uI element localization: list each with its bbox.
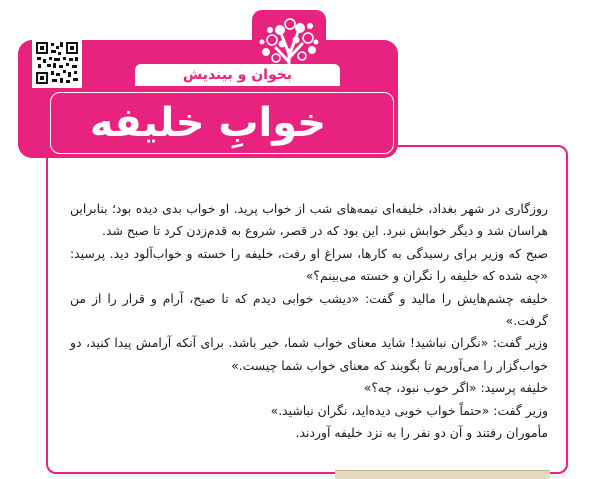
story-paragraph: صبح که وزیر برای رسیدگی به کارها، سراغ او رفت، خلیفه را خسته و خواب‌آلود دید. پرسید: «چه شده که خلیفه را نگران و خسته می‌بینم؟»: [70, 245, 548, 284]
story-paragraph: مأموران رفتند و آن دو نفر را به نزد خلیفه آوردند.: [295, 425, 548, 441]
section-subtitle: بخوان و بیندیش: [135, 64, 340, 86]
story-paragraph: خلیفه پرسید: «اگر خوب نبود، چه؟»: [363, 380, 548, 396]
story-paragraph: روزگاری در شهر بغداد، خلیفه‌ای نیمه‌های شب از خواب پرید. او خواب بدی دیده بود؛ بنابراین هراسان شد و دیگر خوابش نبرد. این بود که در قصر، شروع به قدم‌زدن کرد تا صبح شد.: [70, 201, 548, 239]
story-paragraph: وزیر گفت: «حتماً خواب خوبی دیده‌اید، نگران نباشید.»: [270, 402, 548, 418]
story-paragraph: وزیر گفت: «نگران نباشید! شاید معنای خواب شما، خیر باشد. برای آنکه آرامش پیدا کنید، دو خواب‌گزار را می‌آوریم تا بگویند که معنای خواب شما چیست.»: [70, 335, 548, 373]
page-title: خوابِ خلیفه: [89, 100, 327, 146]
story-text: [70, 198, 548, 444]
qr-code-icon[interactable]: [32, 38, 82, 88]
story-paragraph: خلیفه چشم‌هایش را مالید و گفت: «دیشب خوابی دیدم که تا صبح، آرام و قرار را از من گرفت.»: [70, 290, 548, 329]
